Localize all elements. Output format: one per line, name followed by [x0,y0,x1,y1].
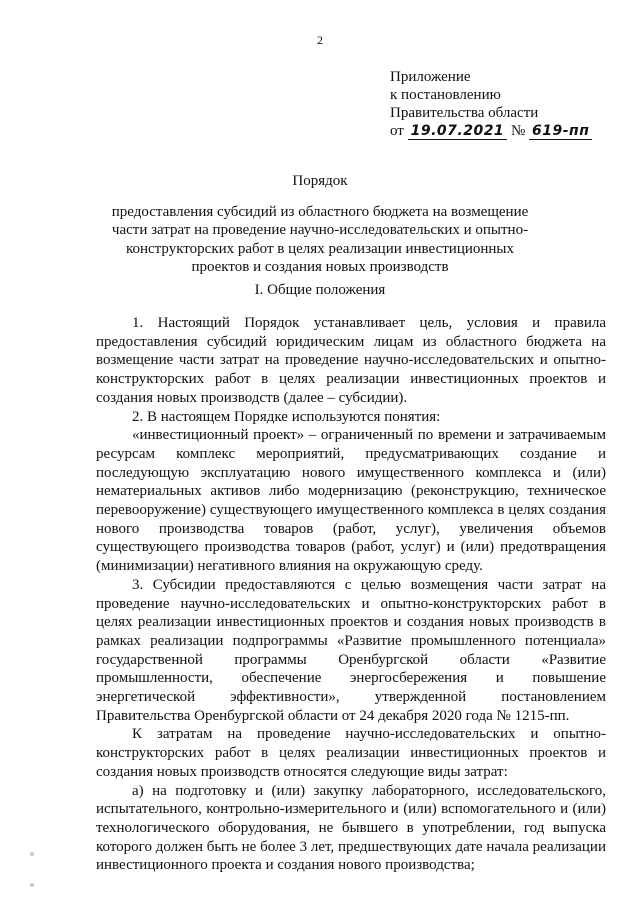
paragraph-definition: «инвестиционный проект» – ограниченный по времени и затрачиваемым ресурсам комплекс мероприятий, предусматривающих создание и последующую эксплуатацию нового имущественного комплекса и (или) нематериальных активов либо модернизацию (реконструкцию, техническое перевооружение) существующего имущественного комплекса в целях создания нового производства товаров (работ, услуг), увеличения объемов существующего производства товаров (работ, услуг) и (или) предотвращения (минимизации) негативного влияния на окружающую среду. [96,427,606,575]
scan-mark [30,852,34,856]
heading-subtitle: предоставления субсидий из областного бюджета на возмещение части затрат на проведение научно-исследовательских и опытно-конструкторских работ в целях реализации инвестиционных проектов и создания новых производств [111,203,529,275]
section-title: I. Общие положения [254,282,386,298]
appendix-decree: к постановлению [390,87,501,103]
paragraph-3: 3. Субсидии предоставляются с целью возмещения части затрат на проведение научно-исследовательских и опытно-конструкторских работ в целях реализации инвестиционных проектов и создания новых производств в рамках реализации подпрограммы «Развитие промышленного потенциала» государственной программы Оренбургской области «Развитие промышленности, обеспечение энергосбережения и повышение энергетической эффективности», утвержденной постановлением Правительства Оренбургской области от 24 декабря 2020 года № 1215-пп. [96,576,606,724]
appendix-date-line [390,122,630,140]
paragraph-2: 2. В настоящем Порядке используются понятия: [132,408,441,425]
paragraph-1: 1. Настоящий Порядок устанавливает цель, условия и правила предоставления субсидий юридическим лицам из областного бюджета на возмещение части затрат на проведение научно-исследовательских и опытно-конструкторских работ в целях реализации инвестиционных проектов и создания новых производств (далее – субсидии). [96,315,606,406]
scan-mark [30,883,34,887]
appendix-title: Приложение [390,69,471,85]
handwritten-date: 19.07.2021 [408,123,508,140]
heading-title: Порядок [292,173,348,189]
date-prefix: от [390,123,404,139]
paragraph-costs: К затратам на проведение научно-исследовательских и опытно-конструкторских работ в целях реализации инвестиционных проектов и создания новых производств относятся следующие виды затрат: [96,726,606,780]
document-heading [100,172,540,277]
appendix-block [390,68,630,140]
paragraph-item-a: а) на подготовку и (или) закупку лабораторного, исследовательского, испытательного, контрольно-измерительного и (или) вспомогательного и (или) технологического оборудования, не бывшего в употреблении, год выпуска которого должен быть не более 3 лет, предшествующих дате начала реализации инвестиционного проекта и создания нового производства; [96,782,606,874]
document-body [96,314,606,875]
handwritten-number: 619-пп [529,123,592,140]
page-number: 2 [317,33,323,47]
number-prefix: № [510,123,526,139]
appendix-authority: Правительства области [390,105,539,121]
